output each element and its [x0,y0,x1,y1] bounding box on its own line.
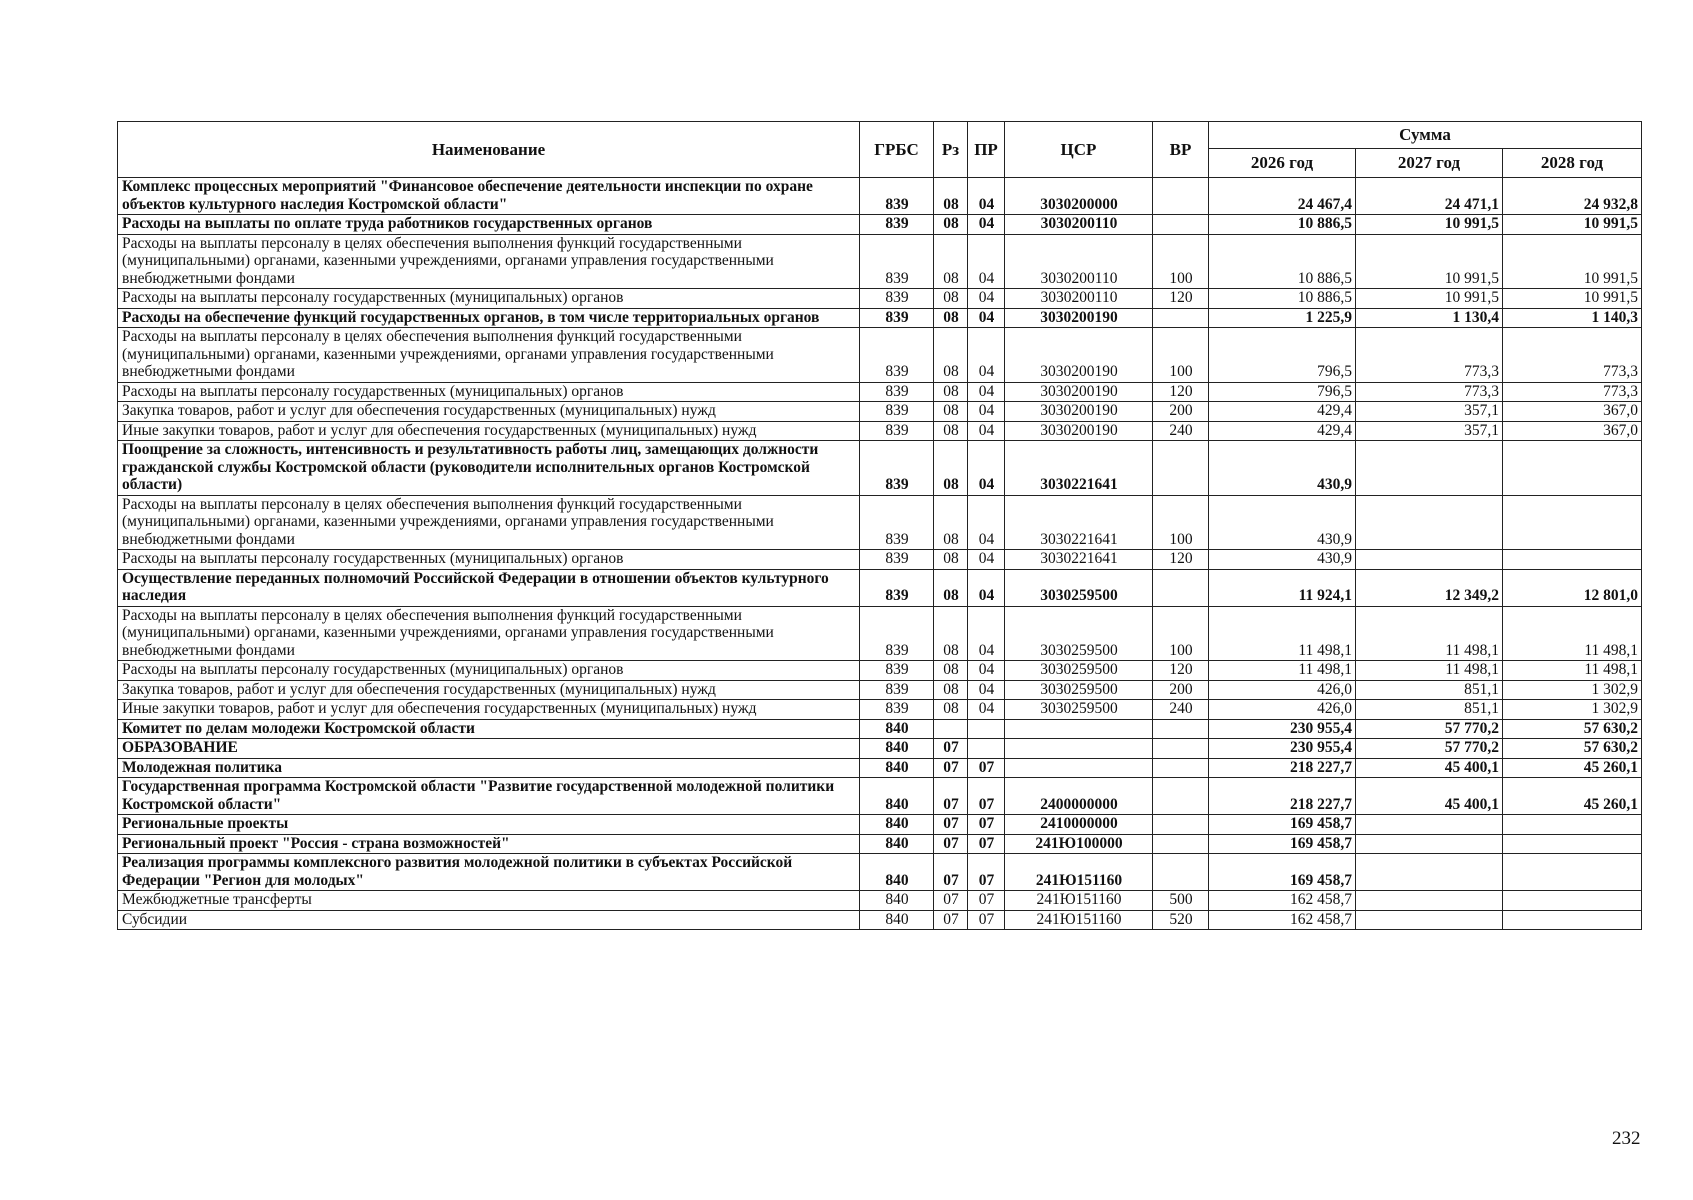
cell-sum-2028: 57 630,2 [1503,739,1642,759]
cell-vr [1153,778,1209,815]
cell-grbs: 840 [860,910,934,930]
header-year-2026: 2026 год [1209,149,1356,178]
cell-sum-2027 [1356,495,1503,550]
cell-csr: 3030200190 [1005,382,1153,402]
cell-pr: 04 [968,606,1005,661]
cell-grbs: 840 [860,739,934,759]
table-row [118,328,1642,383]
cell-grbs: 839 [860,215,934,235]
cell-csr: 3030259500 [1005,661,1153,681]
cell-name: Расходы на выплаты персоналу государственных (муниципальных) органов [118,550,860,570]
cell-name: Комплекс процессных мероприятий "Финансовое обеспечение деятельности инспекции по охране объектов культурного наследия Костромской области" [118,178,860,215]
cell-name: Расходы на выплаты персоналу в целях обеспечения выполнения функций государственными (муниципальными) органами, казенными учреждениями, органами управления государственными внебюджетными фондами [118,606,860,661]
cell-csr: 3030200190 [1005,328,1153,383]
cell-rz: 07 [934,815,968,835]
cell-sum-2026: 11 924,1 [1209,569,1356,606]
cell-sum-2027 [1356,815,1503,835]
cell-sum-2026: 429,4 [1209,402,1356,422]
cell-vr [1153,815,1209,835]
cell-pr: 04 [968,661,1005,681]
cell-pr: 04 [968,550,1005,570]
cell-pr: 07 [968,815,1005,835]
header-rz: Рз [934,122,968,178]
cell-grbs: 839 [860,289,934,309]
cell-vr: 120 [1153,289,1209,309]
cell-sum-2028: 10 991,5 [1503,289,1642,309]
cell-rz: 07 [934,854,968,891]
table-row [118,680,1642,700]
cell-rz: 08 [934,700,968,720]
cell-sum-2026: 162 458,7 [1209,891,1356,911]
cell-vr [1153,854,1209,891]
cell-csr: 3030200190 [1005,421,1153,441]
table-row [118,215,1642,235]
cell-grbs: 839 [860,234,934,289]
header-grbs: ГРБС [860,122,934,178]
cell-grbs: 839 [860,308,934,328]
cell-rz: 08 [934,289,968,309]
cell-sum-2026: 430,9 [1209,495,1356,550]
cell-csr: 2400000000 [1005,778,1153,815]
header-vr: ВР [1153,122,1209,178]
cell-pr: 04 [968,178,1005,215]
cell-sum-2026: 218 227,7 [1209,778,1356,815]
cell-grbs: 840 [860,778,934,815]
table-row [118,550,1642,570]
cell-csr: 3030200000 [1005,178,1153,215]
cell-sum-2027: 45 400,1 [1356,778,1503,815]
cell-name: Иные закупки товаров, работ и услуг для обеспечения государственных (муниципальных) нужд [118,421,860,441]
cell-name: Осуществление переданных полномочий Российской Федерации в отношении объектов культурного наследия [118,569,860,606]
cell-grbs: 839 [860,680,934,700]
cell-grbs: 839 [860,402,934,422]
table-row [118,758,1642,778]
cell-rz: 08 [934,569,968,606]
cell-rz: 07 [934,739,968,759]
cell-grbs: 839 [860,700,934,720]
cell-sum-2028: 11 498,1 [1503,661,1642,681]
cell-sum-2026: 430,9 [1209,441,1356,496]
cell-csr: 3030259500 [1005,606,1153,661]
cell-rz: 08 [934,421,968,441]
cell-vr: 100 [1153,234,1209,289]
cell-pr: 04 [968,308,1005,328]
cell-sum-2027 [1356,550,1503,570]
cell-pr: 04 [968,569,1005,606]
cell-rz: 07 [934,910,968,930]
cell-name: Государственная программа Костромской области "Развитие государственной молодежной политики Костромской области" [118,778,860,815]
cell-sum-2027: 357,1 [1356,421,1503,441]
cell-rz [934,719,968,739]
cell-name: Региональные проекты [118,815,860,835]
cell-grbs: 840 [860,891,934,911]
cell-csr: 3030221641 [1005,550,1153,570]
table-row [118,495,1642,550]
cell-sum-2027: 773,3 [1356,382,1503,402]
cell-vr: 120 [1153,550,1209,570]
cell-rz: 08 [934,495,968,550]
cell-sum-2028: 24 932,8 [1503,178,1642,215]
cell-sum-2026: 10 886,5 [1209,289,1356,309]
cell-pr: 07 [968,834,1005,854]
cell-sum-2028 [1503,891,1642,911]
cell-sum-2026: 429,4 [1209,421,1356,441]
cell-name: Расходы на выплаты персоналу государственных (муниципальных) органов [118,661,860,681]
budget-table [117,121,1642,930]
cell-vr [1153,215,1209,235]
cell-csr: 241Ю151160 [1005,910,1153,930]
cell-pr: 04 [968,441,1005,496]
cell-name: Молодежная политика [118,758,860,778]
cell-sum-2028: 773,3 [1503,382,1642,402]
cell-pr: 04 [968,495,1005,550]
table-row [118,402,1642,422]
cell-rz: 08 [934,402,968,422]
cell-csr: 3030221641 [1005,441,1153,496]
cell-sum-2027: 10 991,5 [1356,215,1503,235]
cell-sum-2028: 45 260,1 [1503,758,1642,778]
cell-name: Реализация программы комплексного развития молодежной политики в субъектах Российской Федерации "Регион для молодых" [118,854,860,891]
cell-rz: 08 [934,215,968,235]
cell-sum-2026: 426,0 [1209,700,1356,720]
table-row [118,178,1642,215]
cell-sum-2026: 218 227,7 [1209,758,1356,778]
table-row [118,569,1642,606]
cell-pr: 04 [968,328,1005,383]
cell-vr: 100 [1153,328,1209,383]
cell-name: Поощрение за сложность, интенсивность и результативность работы лиц, замещающих должности гражданской службы Костромской области (руководители исполнительных органов Костромской области) [118,441,860,496]
cell-sum-2028 [1503,550,1642,570]
cell-grbs: 839 [860,569,934,606]
cell-grbs: 839 [860,661,934,681]
cell-pr: 04 [968,382,1005,402]
header-year-2028: 2028 год [1503,149,1642,178]
cell-sum-2026: 11 498,1 [1209,606,1356,661]
cell-pr: 07 [968,758,1005,778]
cell-grbs: 839 [860,328,934,383]
cell-vr: 200 [1153,680,1209,700]
table-body [118,178,1642,930]
table-row [118,308,1642,328]
cell-name: Расходы на выплаты персоналу государственных (муниципальных) органов [118,382,860,402]
cell-grbs: 839 [860,178,934,215]
cell-pr: 07 [968,891,1005,911]
budget-sheet [117,121,1641,930]
cell-sum-2026: 11 498,1 [1209,661,1356,681]
header-pr: ПР [968,122,1005,178]
cell-vr: 240 [1153,421,1209,441]
table-row [118,382,1642,402]
cell-sum-2027 [1356,854,1503,891]
table-row [118,739,1642,759]
cell-pr: 07 [968,854,1005,891]
table-row [118,910,1642,930]
cell-sum-2027: 10 991,5 [1356,289,1503,309]
cell-sum-2027: 24 471,1 [1356,178,1503,215]
cell-sum-2028 [1503,910,1642,930]
page-number: 232 [1612,1128,1641,1149]
cell-sum-2026: 1 225,9 [1209,308,1356,328]
cell-vr [1153,758,1209,778]
cell-csr: 3030259500 [1005,680,1153,700]
table-row [118,606,1642,661]
cell-csr: 3030259500 [1005,569,1153,606]
header-csr: ЦСР [1005,122,1153,178]
table-row [118,854,1642,891]
cell-vr: 100 [1153,495,1209,550]
cell-vr [1153,719,1209,739]
cell-sum-2027: 10 991,5 [1356,234,1503,289]
cell-sum-2027: 12 349,2 [1356,569,1503,606]
cell-sum-2027 [1356,891,1503,911]
cell-rz: 08 [934,550,968,570]
cell-sum-2028 [1503,495,1642,550]
cell-sum-2028: 10 991,5 [1503,234,1642,289]
cell-sum-2028: 367,0 [1503,421,1642,441]
table-row [118,700,1642,720]
table-row [118,891,1642,911]
cell-csr: 241Ю151160 [1005,891,1153,911]
cell-sum-2026: 430,9 [1209,550,1356,570]
cell-sum-2027: 851,1 [1356,700,1503,720]
cell-rz: 07 [934,891,968,911]
cell-sum-2028: 12 801,0 [1503,569,1642,606]
cell-name: Расходы на выплаты персоналу в целях обеспечения выполнения функций государственными (муниципальными) органами, казенными учреждениями, органами управления государственными внебюджетными фондами [118,495,860,550]
cell-name: ОБРАЗОВАНИЕ [118,739,860,759]
cell-rz: 08 [934,234,968,289]
cell-grbs: 839 [860,421,934,441]
cell-grbs: 839 [860,606,934,661]
cell-sum-2026: 796,5 [1209,382,1356,402]
cell-sum-2026: 10 886,5 [1209,234,1356,289]
table-row [118,234,1642,289]
cell-pr: 07 [968,778,1005,815]
cell-vr: 100 [1153,606,1209,661]
cell-sum-2026: 169 458,7 [1209,854,1356,891]
cell-csr: 241Ю100000 [1005,834,1153,854]
cell-sum-2027: 1 130,4 [1356,308,1503,328]
cell-grbs: 840 [860,854,934,891]
cell-csr: 3030200110 [1005,234,1153,289]
cell-sum-2028: 1 140,3 [1503,308,1642,328]
table-row [118,661,1642,681]
cell-sum-2028: 1 302,9 [1503,680,1642,700]
cell-pr [968,739,1005,759]
cell-sum-2028: 10 991,5 [1503,215,1642,235]
cell-rz: 07 [934,834,968,854]
table-row [118,815,1642,835]
cell-pr [968,719,1005,739]
header-sum: Сумма [1209,122,1642,149]
cell-rz: 07 [934,758,968,778]
cell-vr: 200 [1153,402,1209,422]
cell-grbs: 840 [860,834,934,854]
cell-sum-2026: 169 458,7 [1209,815,1356,835]
cell-sum-2028 [1503,834,1642,854]
cell-grbs: 839 [860,382,934,402]
cell-sum-2028: 45 260,1 [1503,778,1642,815]
cell-vr [1153,834,1209,854]
cell-grbs: 839 [860,550,934,570]
cell-rz: 08 [934,661,968,681]
cell-sum-2026: 426,0 [1209,680,1356,700]
cell-grbs: 839 [860,495,934,550]
cell-rz: 08 [934,178,968,215]
cell-name: Межбюджетные трансферты [118,891,860,911]
cell-sum-2026: 10 886,5 [1209,215,1356,235]
cell-sum-2028: 367,0 [1503,402,1642,422]
cell-sum-2026: 230 955,4 [1209,719,1356,739]
cell-sum-2026: 796,5 [1209,328,1356,383]
cell-name: Закупка товаров, работ и услуг для обеспечения государственных (муниципальных) нужд [118,402,860,422]
cell-sum-2026: 162 458,7 [1209,910,1356,930]
cell-pr: 04 [968,234,1005,289]
cell-sum-2027: 773,3 [1356,328,1503,383]
table-row [118,441,1642,496]
cell-grbs: 840 [860,758,934,778]
cell-sum-2027 [1356,834,1503,854]
table-row [118,778,1642,815]
cell-vr [1153,178,1209,215]
cell-sum-2027: 851,1 [1356,680,1503,700]
cell-sum-2027: 357,1 [1356,402,1503,422]
cell-vr: 500 [1153,891,1209,911]
cell-rz: 08 [934,308,968,328]
cell-csr [1005,719,1153,739]
cell-rz: 08 [934,680,968,700]
cell-csr: 2410000000 [1005,815,1153,835]
cell-sum-2027: 45 400,1 [1356,758,1503,778]
cell-sum-2028 [1503,441,1642,496]
cell-csr: 3030259500 [1005,700,1153,720]
cell-sum-2026: 230 955,4 [1209,739,1356,759]
cell-sum-2027 [1356,910,1503,930]
cell-name: Иные закупки товаров, работ и услуг для обеспечения государственных (муниципальных) нужд [118,700,860,720]
cell-csr: 3030200110 [1005,215,1153,235]
cell-vr [1153,441,1209,496]
cell-csr: 3030200110 [1005,289,1153,309]
cell-sum-2028 [1503,815,1642,835]
cell-sum-2028: 57 630,2 [1503,719,1642,739]
cell-pr: 04 [968,402,1005,422]
table-row [118,834,1642,854]
cell-name: Расходы на выплаты персоналу государственных (муниципальных) органов [118,289,860,309]
cell-sum-2028: 11 498,1 [1503,606,1642,661]
cell-csr: 241Ю151160 [1005,854,1153,891]
header-year-2027: 2027 год [1356,149,1503,178]
cell-pr: 04 [968,289,1005,309]
cell-name: Комитет по делам молодежи Костромской области [118,719,860,739]
table-row [118,719,1642,739]
cell-vr: 240 [1153,700,1209,720]
cell-pr: 04 [968,700,1005,720]
cell-sum-2027: 11 498,1 [1356,661,1503,681]
cell-sum-2027 [1356,441,1503,496]
cell-rz: 08 [934,606,968,661]
cell-vr: 120 [1153,382,1209,402]
cell-name: Расходы на выплаты персоналу в целях обеспечения выполнения функций государственными (муниципальными) органами, казенными учреждениями, органами управления государственными внебюджетными фондами [118,234,860,289]
cell-name: Региональный проект "Россия - страна возможностей" [118,834,860,854]
cell-csr: 3030221641 [1005,495,1153,550]
cell-rz: 08 [934,328,968,383]
cell-pr: 04 [968,215,1005,235]
cell-sum-2028: 1 302,9 [1503,700,1642,720]
cell-grbs: 840 [860,719,934,739]
cell-sum-2026: 169 458,7 [1209,834,1356,854]
cell-rz: 07 [934,778,968,815]
cell-vr [1153,739,1209,759]
header-name: Наименование [118,122,860,178]
cell-pr: 04 [968,421,1005,441]
cell-name: Субсидии [118,910,860,930]
cell-csr [1005,739,1153,759]
table-row [118,421,1642,441]
cell-csr [1005,758,1153,778]
cell-rz: 08 [934,382,968,402]
cell-pr: 04 [968,680,1005,700]
cell-sum-2026: 24 467,4 [1209,178,1356,215]
table-row [118,289,1642,309]
cell-sum-2027: 57 770,2 [1356,719,1503,739]
cell-vr: 520 [1153,910,1209,930]
cell-name: Расходы на выплаты персоналу в целях обеспечения выполнения функций государственными (муниципальными) органами, казенными учреждениями, органами управления государственными внебюджетными фондами [118,328,860,383]
cell-name: Закупка товаров, работ и услуг для обеспечения государственных (муниципальных) нужд [118,680,860,700]
cell-sum-2027: 57 770,2 [1356,739,1503,759]
cell-name: Расходы на выплаты по оплате труда работников государственных органов [118,215,860,235]
cell-csr: 3030200190 [1005,308,1153,328]
cell-sum-2028: 773,3 [1503,328,1642,383]
cell-sum-2027: 11 498,1 [1356,606,1503,661]
cell-name: Расходы на обеспечение функций государственных органов, в том числе территориальных органов [118,308,860,328]
cell-pr: 07 [968,910,1005,930]
cell-grbs: 839 [860,441,934,496]
cell-csr: 3030200190 [1005,402,1153,422]
cell-rz: 08 [934,441,968,496]
cell-vr [1153,308,1209,328]
cell-vr [1153,569,1209,606]
cell-sum-2028 [1503,854,1642,891]
cell-grbs: 840 [860,815,934,835]
cell-vr: 120 [1153,661,1209,681]
